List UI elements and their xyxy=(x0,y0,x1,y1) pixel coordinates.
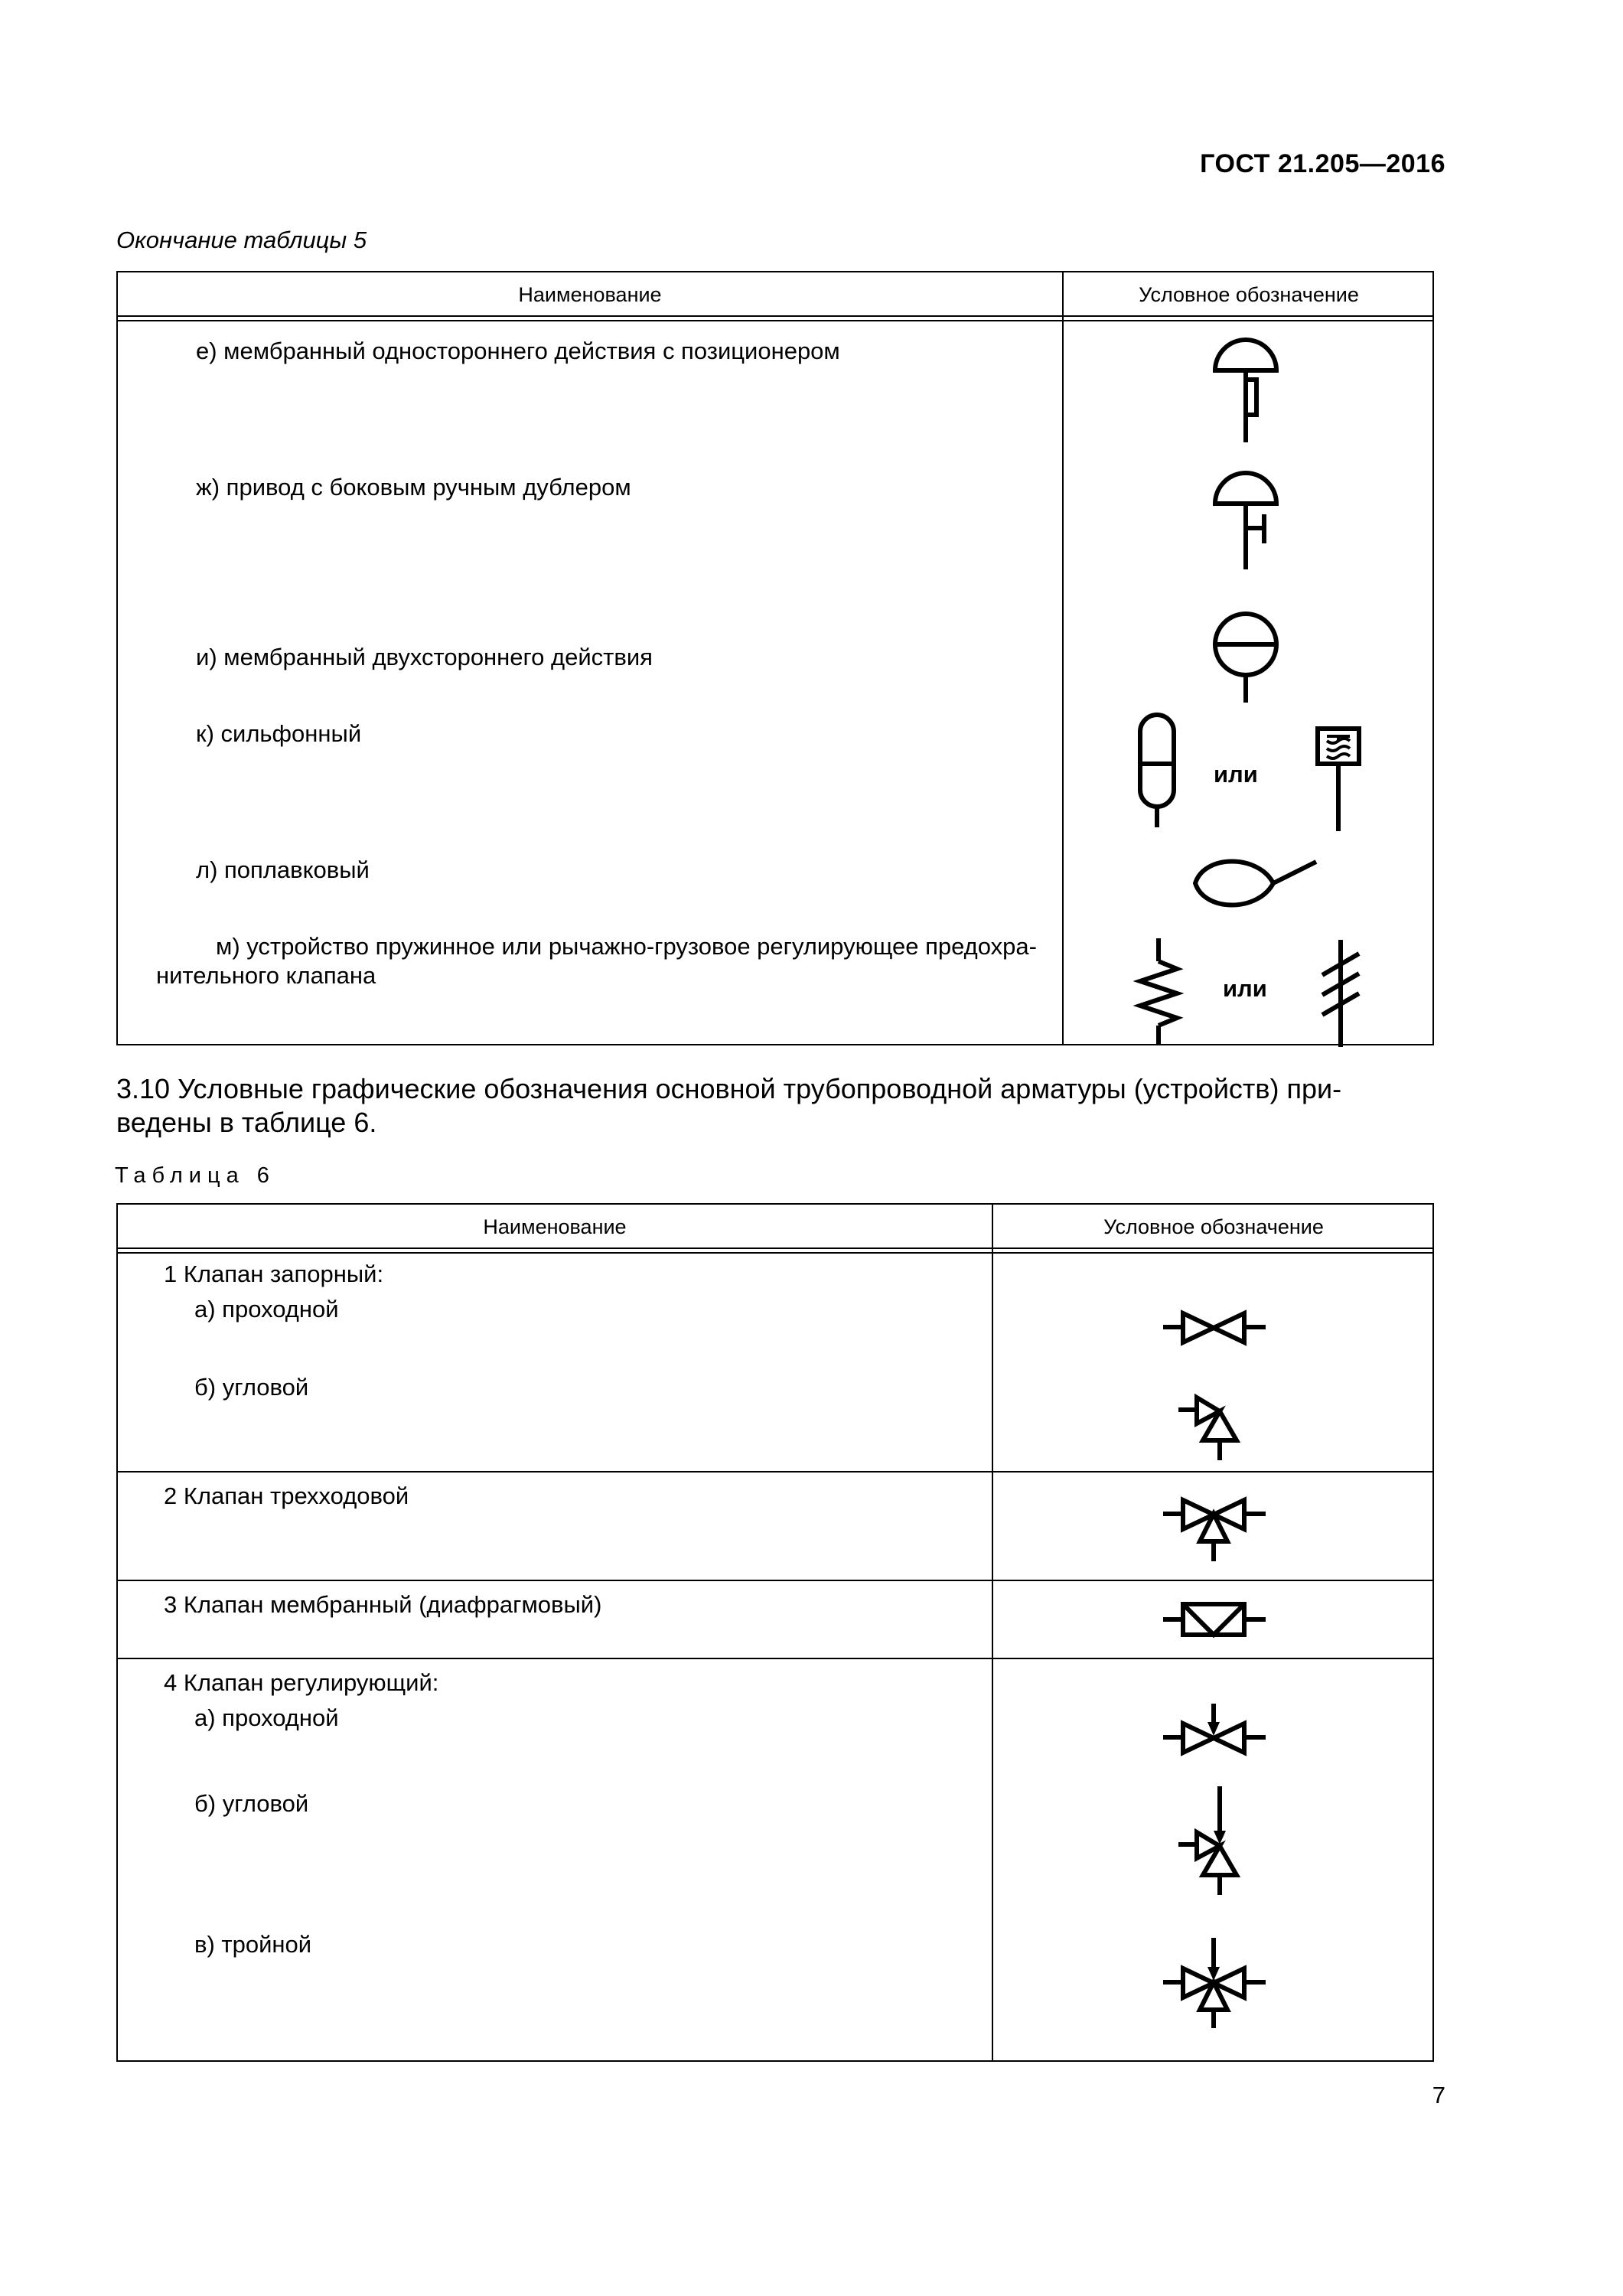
table5-col-symbol: Условное обозначение xyxy=(1139,283,1359,306)
table5-column-divider xyxy=(1062,272,1064,1044)
table6-row4-a: а) проходной xyxy=(194,1704,339,1731)
lever-weight-icon xyxy=(118,272,119,273)
table6-row3-title: 3 Клапан мембранный (диафрагмовый) xyxy=(164,1591,602,1618)
table6-row4-b: б) угловой xyxy=(194,1790,309,1817)
table6-row4-c: в) тройной xyxy=(194,1931,312,1958)
table6-header-divider xyxy=(118,1247,1432,1249)
table5-row-zh: ж) привод с боковым ручным дублером xyxy=(196,474,631,501)
table6 xyxy=(116,1203,1434,2062)
table6-row-divider-1 xyxy=(118,1471,1432,1473)
table5-row-m-line1: м) устройство пружинное или рычажно-грузовое регулирующее предохра- xyxy=(216,933,1037,960)
document-code: ГОСТ 21.205—2016 xyxy=(1200,149,1445,178)
table5-row-l: л) поплавковый xyxy=(196,856,370,883)
table5-row-e: е) мембранный одностороннего действия с позиционером xyxy=(196,338,840,364)
table5 xyxy=(116,271,1434,1045)
table5-col-name: Наименование xyxy=(518,283,662,306)
table6-row-divider-3 xyxy=(118,1658,1432,1659)
table5-continuation-caption: Окончание таблицы 5 xyxy=(116,227,367,253)
paragraph-line1: 3.10 Условные графические обозначения основной трубопроводной арматуры (устройств) при- xyxy=(116,1073,1342,1104)
table5-row-m-line2: нительного клапана xyxy=(156,962,376,989)
table6-row2-title: 2 Клапан трехходовой xyxy=(164,1482,409,1509)
bellows-or-text: или xyxy=(1214,761,1258,788)
table6-header-divider-2 xyxy=(118,1252,1432,1254)
table5-header-divider xyxy=(118,315,1432,317)
table6-col-name: Наименование xyxy=(483,1215,627,1238)
page-number: 7 xyxy=(1432,2082,1445,2108)
table6-row-divider-2 xyxy=(118,1580,1432,1581)
table5-row-i: и) мембранный двухстороннего действия xyxy=(196,644,653,670)
table6-row1-title: 1 Клапан запорный: xyxy=(164,1261,384,1287)
table6-row4-title: 4 Клапан регулирующий: xyxy=(164,1669,439,1696)
table6-row1-b: б) угловой xyxy=(194,1374,309,1401)
paragraph-line2: ведены в таблице 6. xyxy=(116,1107,377,1138)
table5-header-divider-2 xyxy=(118,320,1432,321)
spring-or-text: или xyxy=(1223,975,1267,1002)
table6-row1-a: а) проходной xyxy=(194,1296,339,1322)
table6-column-divider xyxy=(992,1205,993,2060)
table6-col-symbol: Условное обозначение xyxy=(1103,1215,1324,1238)
table5-row-k: к) сильфонный xyxy=(196,720,362,747)
table6-caption: Таблица 6 xyxy=(115,1163,275,1188)
